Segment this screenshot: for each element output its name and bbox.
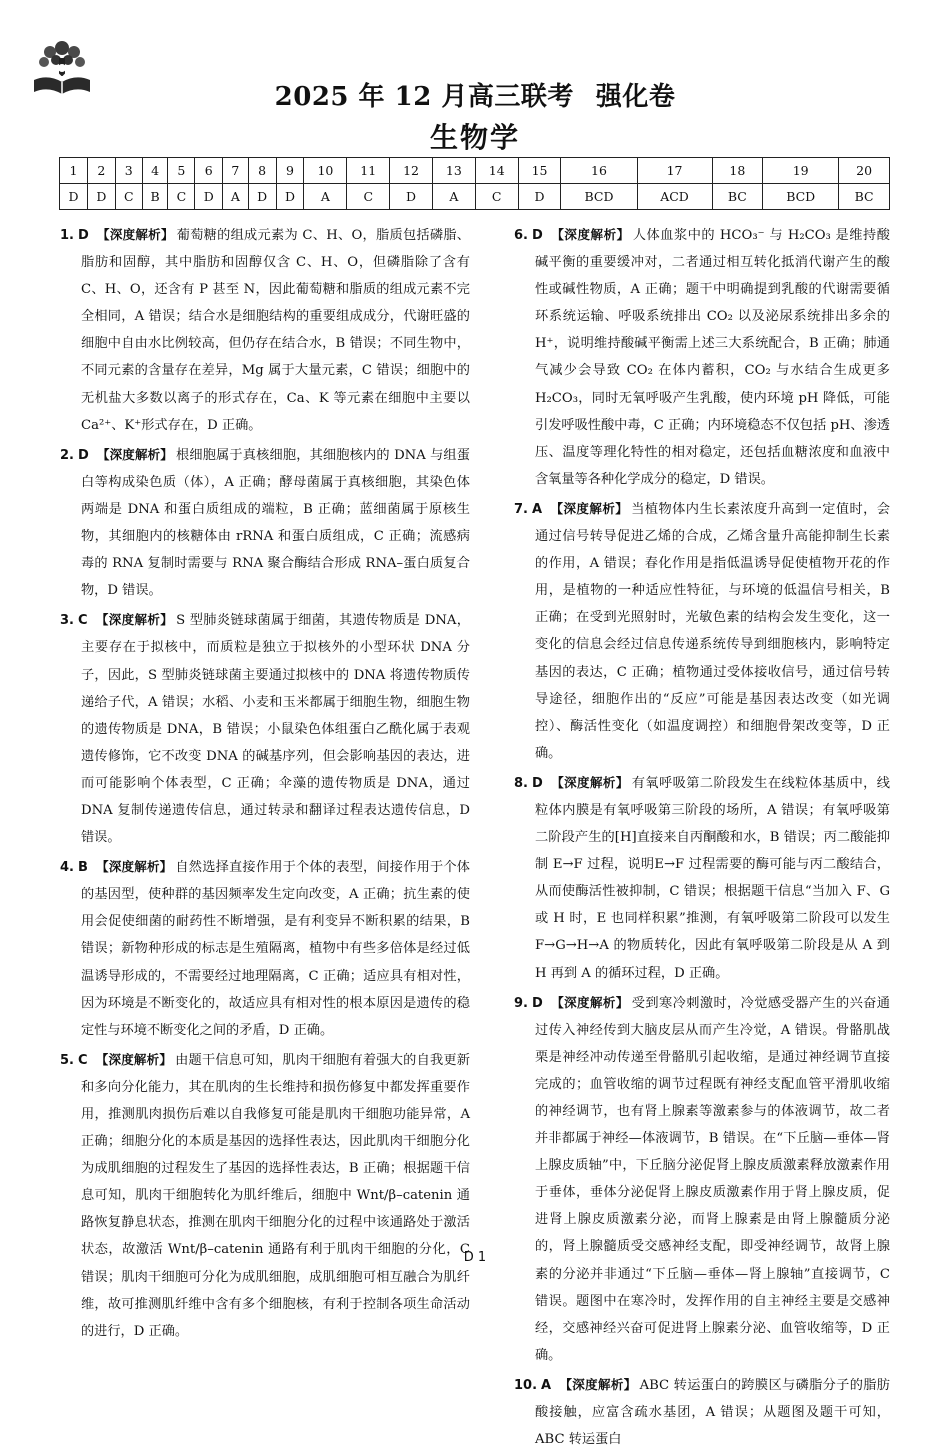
- answer-cell: D: [60, 184, 88, 210]
- answer-cell: D: [518, 184, 561, 210]
- question-number-cell: 9: [276, 158, 304, 184]
- question-answer: A: [531, 501, 543, 517]
- question-answer: D: [77, 228, 89, 243]
- question-number-cell: 1: [60, 158, 88, 184]
- answer-cell: D: [248, 184, 276, 210]
- question-number: 8.: [514, 775, 528, 791]
- subject-title: 生物学: [429, 121, 520, 154]
- page-number: D 1: [463, 1250, 487, 1265]
- question-number-cell: 13: [432, 158, 475, 184]
- question-number: 4.: [60, 860, 74, 876]
- answer-cell: A: [304, 184, 347, 210]
- explanation-text: S 型肺炎链球菌属于细菌，其遗传物质是 DNA，主要存在于拟核中，而质粒是独立于拟核外的小型环状 DNA 分子，因此，S 型肺炎链球菌主要通过拟核中的 DNA 将遗传物质传递给子代，A 错误；水稻、小麦和玉米都属于细胞生物，细胞生物的遗传物质是 DNA，B 错误；小鼠染色体组蛋白乙酰化属于表观遗传修饰，它不改变 DNA 的碱基序列，但会影响基因的表达，进而可能影响个体表型，C 正确；伞藻的遗传物质是 DNA，通过 DNA 复制传递遗传信息，通过转录和翻译过程表达遗传信息，D 错误。: [81, 613, 470, 846]
- question-number: 6.: [514, 228, 528, 243]
- explanation-item: [514, 769, 890, 987]
- answer-cell: C: [115, 184, 142, 210]
- explanation-item: [514, 1371, 890, 1453]
- question-answer: D: [531, 228, 543, 243]
- answer-cell: C: [475, 184, 518, 210]
- explanation-item: [60, 221, 470, 439]
- analysis-tag: 【深度解析】: [550, 227, 630, 242]
- answer-table: [59, 157, 890, 210]
- title-exam: 2025 年 12 月高三联考: [274, 82, 574, 112]
- question-number-cell: 15: [518, 158, 561, 184]
- answer-cell: BCD: [763, 184, 839, 210]
- analysis-tag: 【深度解析】: [550, 774, 629, 790]
- question-number: 7.: [514, 501, 528, 517]
- right-column: [514, 221, 890, 1455]
- analysis-tag: 【深度解析】: [95, 1051, 173, 1067]
- left-column: [60, 221, 470, 1347]
- answer-cell: C: [168, 184, 195, 210]
- answer-cell: ACD: [637, 184, 712, 210]
- explanation-text: 根细胞属于真核细胞，其细胞核内的 DNA 与组蛋白等构成染色质（体），A 正确；酵母菌属于真核细胞，其染色体两端是 DNA 和蛋白质组成的端粒，B 正确；蓝细菌属于原核生物，其细胞内的核糖体由 rRNA 和蛋白质组成，C 正确；流感病毒的 RNA 复制时需要与 RNA 聚合酶结合形成 RNA–蛋白质复合物，D 错误。: [81, 447, 470, 599]
- analysis-tag: 【深度解析】: [559, 1376, 637, 1392]
- answer-cell: B: [142, 184, 168, 210]
- question-number-cell: 18: [712, 158, 763, 184]
- question-number: 2.: [60, 447, 74, 463]
- explanation-text: 有氧呼吸第二阶段发生在线粒体基质中，线粒体内膜是有氧呼吸第三阶段的场所，A 错误；有氧呼吸第二阶段产生的[H]直接来自丙酮酸和水，B 错误；丙二酸能抑制 E→F 过程，说明E→F 过程需要的酶可能与丙二酸结合，从而使酶活性被抑制，C 错误；根据题干信息“当加入 F、G 或 H 时，E 也同样积累”推测，有氧呼吸第二阶段可以发生 F→G→H→A 的物质转化，因此有氧呼吸第二阶段是从 A 到 H 再到 A 的循环过程，D 正确。: [535, 775, 890, 981]
- question-number: 9.: [514, 995, 528, 1011]
- question-number-cell: 2: [87, 158, 115, 184]
- title-volume: 强化卷: [595, 82, 676, 112]
- explanation-text: 由题干信息可知，肌肉干细胞有着强大的自我更新和多向分化能力，其在肌肉的生长维持和损伤修复中都发挥重要作用，推测肌肉损伤后难以自我修复可能是肌肉干细胞功能异常，A 正确；细胞分化的本质是基因的选择性表达，因此肌肉干细胞分化为成肌细胞的过程发生了基因的选择性表达，B 正确；根据题干信息可知，肌肉干细胞转化为肌纤维后，细胞中 Wnt/β–catenin 通路恢复静息状态，推测在肌肉干细胞分化的过程中该通路处于激活状态，故激活 Wnt/β–catenin 通路有利于肌肉干细胞的分化，C 错误；肌肉干细胞可分化为成肌细胞，成肌细胞可相互融合为肌纤维，故可推测肌纤维中含有多个细胞核，有利于控制各项生命活动的进行，D 正确。: [81, 1052, 470, 1339]
- answer-table-answer-row: [60, 184, 890, 210]
- question-answer: B: [77, 860, 88, 876]
- question-answer: C: [77, 1052, 88, 1068]
- question-number-cell: 11: [347, 158, 390, 184]
- question-answer: C: [77, 613, 88, 629]
- explanation-item: [514, 495, 890, 767]
- analysis-tag: 【深度解析】: [96, 446, 173, 462]
- answer-cell: D: [276, 184, 304, 210]
- explanation-item: [60, 853, 470, 1044]
- question-answer: D: [531, 995, 543, 1011]
- explanation-text: 自然选择直接作用于个体的表型，间接作用于个体的基因型，使种群的基因频率发生定向改变，A 正确；抗生素的使用会促使细菌的耐药性不断增强，是有利变异不断积累的结果，B 错误；新物种形成的标志是生殖隔离，植物中有些多倍体是经过低温诱导形成的，不需要经过地理隔离，C 正确；适应具有相对性，因为环境是不断变化的，故适应具有相对性的根本原因是遗传的稳定性与环境不断变化之间的矛盾，D 正确。: [81, 860, 470, 1038]
- question-number: 5.: [60, 1052, 74, 1068]
- question-number-cell: 4: [142, 158, 168, 184]
- analysis-tag: 【深度解析】: [95, 612, 174, 628]
- analysis-tag: 【深度解析】: [96, 227, 174, 242]
- explanation-text: 受到寒冷刺激时，冷觉感受器产生的兴奋通过传入神经传到大脑皮层从而产生冷觉，A 错误。骨骼肌战栗是神经冲动传递至骨骼肌引起收缩，是通过神经调节直接完成的；血管收缩的调节过程既有神经支配血管平滑肌收缩的神经调节，也有肾上腺素等激素参与的体液调节，故二者并非都属于神经—体液调节，B 错误。在“下丘脑—垂体—肾上腺皮质轴”中，下丘脑分泌促肾上腺皮质激素释放激素作用于垂体，垂体分泌促肾上腺皮质激素作用于肾上腺皮质，促进肾上腺皮质激素分泌，而肾上腺素是由肾上腺髓质分泌的，肾上腺髓质受交感神经支配，即受神经调节，故肾上腺素的分泌并非通过“下丘脑—垂体—肾上腺轴”直接调节，C 错误。题图中在寒冷时，发挥作用的自主神经主要是交感神经，交感神经兴奋可促进肾上腺素分泌、血管收缩等，D 正确。: [535, 995, 890, 1363]
- answer-cell: C: [347, 184, 390, 210]
- question-number-cell: 5: [168, 158, 195, 184]
- answer-cell: BC: [712, 184, 763, 210]
- question-number: 3.: [60, 613, 74, 629]
- question-number-cell: 8: [248, 158, 276, 184]
- answer-cell: D: [390, 184, 433, 210]
- question-number-cell: 20: [839, 158, 890, 184]
- explanation-text: 葡萄糖的组成元素为 C、H、O，脂质包括磷脂、脂肪和固醇，其中脂肪和固醇仅含 C、H、O，但磷脂除了含有 C、H、O，还含有 P 甚至 N，因此葡萄糖和脂质的组成元素不完全相同，A 错误；结合水是细胞结构的重要组成成分，代谢旺盛的细胞中自由水比例较高，但仍存在结合水，B 错误；不同生物中，不同元素的含量存在差异，Mg 属于大量元素，C 错误；细胞中的无机盐大多数以离子的形式存在，Ca、K 等元素在细胞中主要以 Ca²⁺、K⁺形式存在，D 正确。: [81, 228, 470, 433]
- answer-cell: BC: [839, 184, 890, 210]
- question-number-cell: 16: [561, 158, 637, 184]
- analysis-tag: 【深度解析】: [550, 500, 629, 516]
- explanation-item: [60, 441, 470, 605]
- explanation-item: [514, 989, 890, 1369]
- explanation-item: [60, 606, 470, 851]
- explanation-text: 人体血浆中的 HCO₃⁻ 与 H₂CO₃ 是维持酸碱平衡的重要缓冲对，二者通过相互转化抵消代谢产生的酸性或碱性物质，A 正确；题干中明确提到乳酸的代谢需要循环系统运输、呼吸系统排出 CO₂ 以及泌尿系统排出多余的 H⁺，说明维持酸碱平衡需上述三大系统配合，B 正确；肺通气减少会导致 CO₂ 在体内蓄积，CO₂ 与水结合生成更多 H₂CO₃，同时无氧呼吸产生乳酸，使内环境 pH 降低，可能引发呼吸性酸中毒，C 正确；内环境稳态不仅包括 pH、渗透压、温度等理化特性的相对稳定，还包括血糖浓度和血液中含氧量等各种化学成分的稳定，D 错误。: [535, 228, 890, 487]
- question-answer: D: [531, 775, 543, 791]
- answer-table-number-row: [60, 158, 890, 184]
- question-number: 10.: [514, 1377, 538, 1393]
- question-number-cell: 17: [637, 158, 712, 184]
- analysis-tag: 【深度解析】: [95, 859, 173, 875]
- explanation-text: ABC 转运蛋白的跨膜区与磷脂分子的脂肪酸接触，应富含疏水基团，A 错误；从题图及题干可知，ABC 转运蛋白: [535, 1377, 890, 1448]
- question-number-cell: 6: [195, 158, 223, 184]
- answer-cell: D: [195, 184, 223, 210]
- question-answer: A: [541, 1377, 552, 1393]
- answer-cell: A: [223, 184, 248, 210]
- answer-cell: BCD: [561, 184, 637, 210]
- question-number-cell: 10: [304, 158, 347, 184]
- question-number: 1.: [60, 228, 74, 243]
- question-number-cell: 14: [475, 158, 518, 184]
- explanation-text: 当植物体内生长素浓度升高到一定值时，会通过信号转导促进乙烯的合成，乙烯含量升高能抑制生长素的作用，A 错误；春化作用是指低温诱导促使植物开花的作用，是植物的一种适应性特征，与环境的低温信号相关，B 正确；在受到光照射时，光敏色素的结构会发生变化，这一变化的信息会经过信息传递系统传导到细胞核内，影响特定基因的表达，C 正确；植物通过受体接收信号，通过信号转导途径，细胞作出的“反应”可能是基因表达改变（如光调控）、酶活性变化（如温度调控）和细胞骨架改变等，D 正确。: [535, 501, 890, 761]
- question-number-cell: 19: [763, 158, 839, 184]
- question-number-cell: 12: [390, 158, 433, 184]
- explanation-item: [60, 1046, 470, 1345]
- question-number-cell: 3: [115, 158, 142, 184]
- page-title: [0, 76, 950, 113]
- question-answer: D: [77, 447, 89, 463]
- analysis-tag: 【深度解析】: [550, 994, 629, 1010]
- explanation-item: [514, 221, 890, 493]
- answer-cell: D: [87, 184, 115, 210]
- answer-cell: A: [432, 184, 475, 210]
- question-number-cell: 7: [223, 158, 248, 184]
